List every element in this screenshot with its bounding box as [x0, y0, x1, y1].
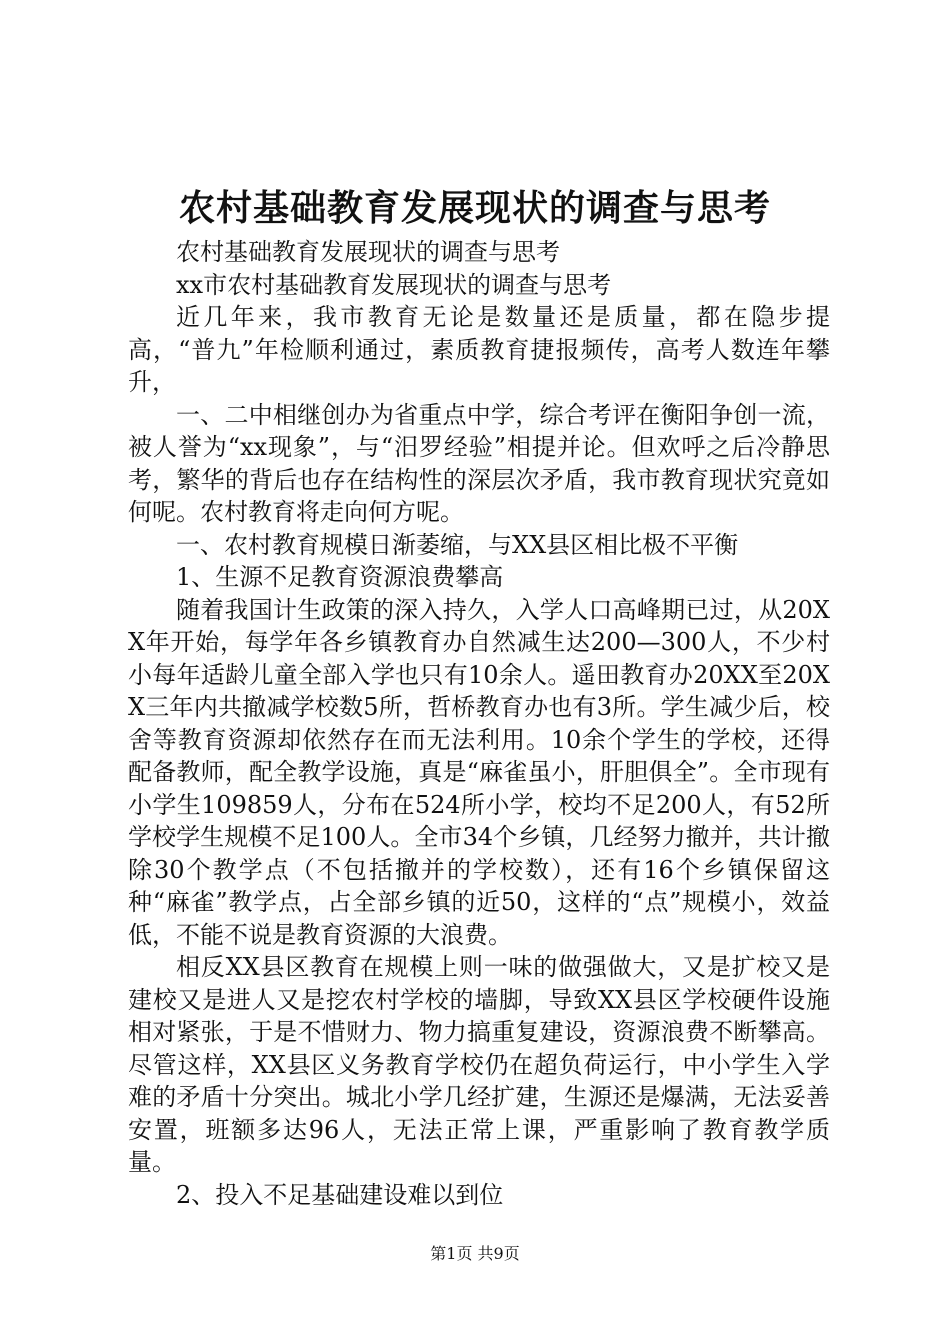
- paragraph: xx市农村基础教育发展现状的调查与思考: [176, 270, 612, 299]
- subsection-heading: 2、投入不足基础建设难以到位: [176, 1180, 504, 1209]
- paragraph: 农村基础教育发展现状的调查与思考: [176, 238, 560, 266]
- subsection-heading: 1、生源不足教育资源浪费攀高: [176, 563, 504, 591]
- page-footer: 第1页 共9页: [430, 1244, 520, 1263]
- document-body: [128, 236, 830, 1211]
- paragraph: 随着我国计生政策的深入持久，入学人口高峰期已过，从20XX年开始，每学年各乡镇教育办自然减生达200—300人，不少村小每年适龄儿童全部入学也只有10余人。遥田教育办20XX至20XX三年内共撤减学校数5所，哲桥教育办也有3所。学生减少后，校舍等教育资源却依然存在而无法利用。10余个学生的学校，还得配备教师，配全教学设施，真是“麻雀虽小，肝胆俱全”。全市现有小学生109859人，分布在524所小学，校均不足200人，有52所学校学生规模不足100人。全市34个乡镇，几经努力撤并，共计撤除30个教学点（不包括撤并的学校数），还有16个乡镇保留这种“麻雀”教学点，占全部乡镇的近50，这样的“点”规模小，效益低，不能不说是教育资源的大浪费。: [128, 595, 830, 949]
- paragraph: 相反XX县区教育在规模上则一味的做强做大，又是扩校又是建校又是进人又是挖农村学校的墙脚，导致XX县区学校硬件设施相对紧张，于是不惜财力、物力搞重复建设，资源浪费不断攀高。尽管这样，XX县区义务教育学校仍在超负荷运行，中小学生入学难的矛盾十分突出。城北小学几经扩建，生源还是爆满，无法妥善安置，班额多达96人，无法正常上课，严重影响了教育教学质量。: [128, 953, 830, 1176]
- document-title: 农村基础教育发展现状的调查与思考: [178, 187, 771, 229]
- section-heading: 一、农村教育规模日渐萎缩，与XX县区相比极不平衡: [176, 530, 739, 559]
- paragraph: 近几年来，我市教育无论是数量还是质量，都在隐步提高，“普九”年检顺利通过，素质教育捷报频传，高考人数连年攀升，: [128, 303, 830, 396]
- paragraph: 一、二中相继创办为省重点中学，综合考评在衡阳争创一流，被人誉为“xx现象”，与“汨罗经验”相提并论。但欢呼之后冷静思考，繁华的背后也存在结构性的深层次矛盾，我市教育现状究竟如何呢。农村教育将走向何方呢。: [128, 400, 830, 526]
